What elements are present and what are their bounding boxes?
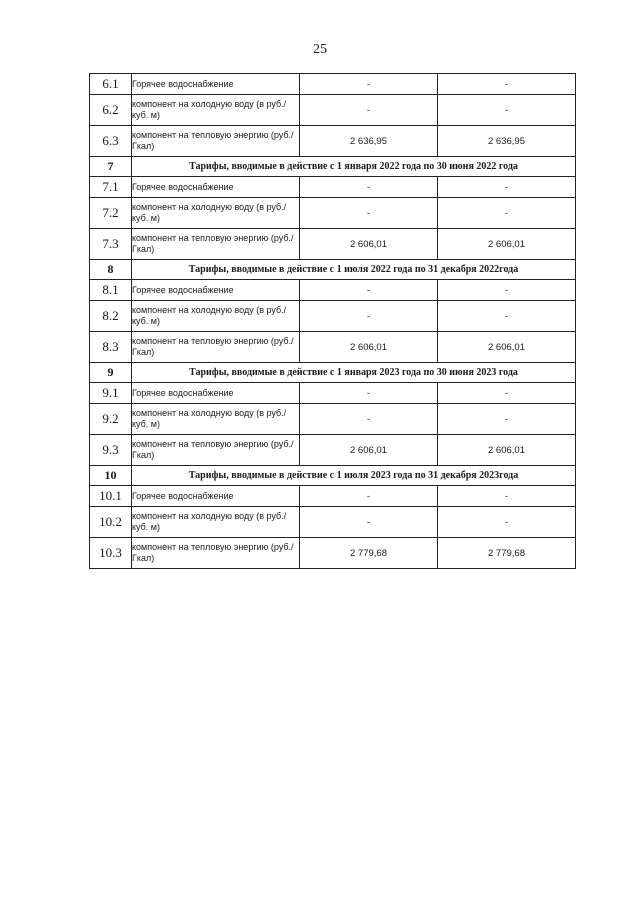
value-column-2: -	[438, 507, 576, 538]
row-number: 9.3	[90, 435, 132, 466]
row-number: 10.1	[90, 486, 132, 507]
section-title: Тарифы, вводимые в действие с 1 января 2023 года по 30 июня 2023 года	[132, 363, 576, 383]
row-name: компонент на холодную воду (в руб./куб. м)	[132, 95, 300, 126]
value-column-1: 2 636,95	[300, 126, 438, 157]
row-number: 10.3	[90, 538, 132, 569]
row-name: компонент на холодную воду (в руб./куб. м)	[132, 301, 300, 332]
table-row	[90, 404, 576, 435]
value-column-1: -	[300, 486, 438, 507]
table-row	[90, 229, 576, 260]
value-column-1: -	[300, 280, 438, 301]
section-heading-row	[90, 363, 576, 383]
table-row	[90, 95, 576, 126]
row-number: 10.2	[90, 507, 132, 538]
section-number: 9	[90, 363, 132, 383]
row-number: 7.3	[90, 229, 132, 260]
row-name: Горячее водоснабжение	[132, 280, 300, 301]
value-column-1: -	[300, 404, 438, 435]
value-column-1: 2 606,01	[300, 435, 438, 466]
table-row	[90, 177, 576, 198]
section-number: 8	[90, 260, 132, 280]
section-heading-row	[90, 260, 576, 280]
row-number: 9.2	[90, 404, 132, 435]
row-number: 8.1	[90, 280, 132, 301]
value-column-2: -	[438, 198, 576, 229]
row-number: 8.2	[90, 301, 132, 332]
table-row	[90, 332, 576, 363]
value-column-2: -	[438, 177, 576, 198]
section-title: Тарифы, вводимые в действие с 1 января 2022 года по 30 июня 2022 года	[132, 157, 576, 177]
row-name: компонент на холодную воду (в руб./куб. м)	[132, 507, 300, 538]
value-column-2: 2 606,01	[438, 435, 576, 466]
value-column-2: -	[438, 74, 576, 95]
row-name: компонент на тепловую энергию (руб./Гкал)	[132, 332, 300, 363]
value-column-2: -	[438, 404, 576, 435]
value-column-1: -	[300, 383, 438, 404]
table-row	[90, 198, 576, 229]
value-column-2: 2 606,01	[438, 229, 576, 260]
row-number: 7.1	[90, 177, 132, 198]
row-name: компонент на тепловую энергию (руб./Гкал)	[132, 435, 300, 466]
row-number: 7.2	[90, 198, 132, 229]
table-row	[90, 301, 576, 332]
value-column-2: -	[438, 301, 576, 332]
section-number: 10	[90, 466, 132, 486]
value-column-2: -	[438, 95, 576, 126]
table-row	[90, 383, 576, 404]
value-column-1: -	[300, 177, 438, 198]
section-heading-row	[90, 157, 576, 177]
value-column-2: -	[438, 383, 576, 404]
row-name: компонент на тепловую энергию (руб./Гкал)	[132, 126, 300, 157]
page-number: 25	[313, 42, 327, 57]
row-name: Горячее водоснабжение	[132, 383, 300, 404]
value-column-1: 2 606,01	[300, 229, 438, 260]
value-column-1: 2 779,68	[300, 538, 438, 569]
row-number: 6.1	[90, 74, 132, 95]
section-title: Тарифы, вводимые в действие с 1 июля 2022 года по 31 декабря 2022года	[132, 260, 576, 280]
table-row	[90, 280, 576, 301]
row-name: Горячее водоснабжение	[132, 177, 300, 198]
value-column-2: 2 606,01	[438, 332, 576, 363]
row-name: компонент на холодную воду (в руб./куб. м)	[132, 198, 300, 229]
row-name: компонент на тепловую энергию (руб./Гкал)	[132, 538, 300, 569]
table-row	[90, 126, 576, 157]
value-column-2: -	[438, 486, 576, 507]
row-number: 6.3	[90, 126, 132, 157]
table-row	[90, 538, 576, 569]
row-name: компонент на тепловую энергию (руб./Гкал)	[132, 229, 300, 260]
row-name: Горячее водоснабжение	[132, 486, 300, 507]
value-column-1: 2 606,01	[300, 332, 438, 363]
row-name: компонент на холодную воду (в руб./куб. м)	[132, 404, 300, 435]
value-column-1: -	[300, 507, 438, 538]
table-row	[90, 435, 576, 466]
section-heading-row	[90, 466, 576, 486]
table-row	[90, 486, 576, 507]
row-number: 8.3	[90, 332, 132, 363]
value-column-1: -	[300, 198, 438, 229]
section-number: 7	[90, 157, 132, 177]
value-column-2: 2 779,68	[438, 538, 576, 569]
value-column-2: -	[438, 280, 576, 301]
table-row	[90, 507, 576, 538]
table-row	[90, 74, 576, 95]
row-number: 6.2	[90, 95, 132, 126]
value-column-1: -	[300, 301, 438, 332]
value-column-1: -	[300, 74, 438, 95]
tariff-table	[89, 73, 576, 569]
section-title: Тарифы, вводимые в действие с 1 июля 2023 года по 31 декабря 2023года	[132, 466, 576, 486]
value-column-1: -	[300, 95, 438, 126]
value-column-2: 2 636,95	[438, 126, 576, 157]
row-number: 9.1	[90, 383, 132, 404]
tariff-table-body	[90, 74, 576, 569]
row-name: Горячее водоснабжение	[132, 74, 300, 95]
